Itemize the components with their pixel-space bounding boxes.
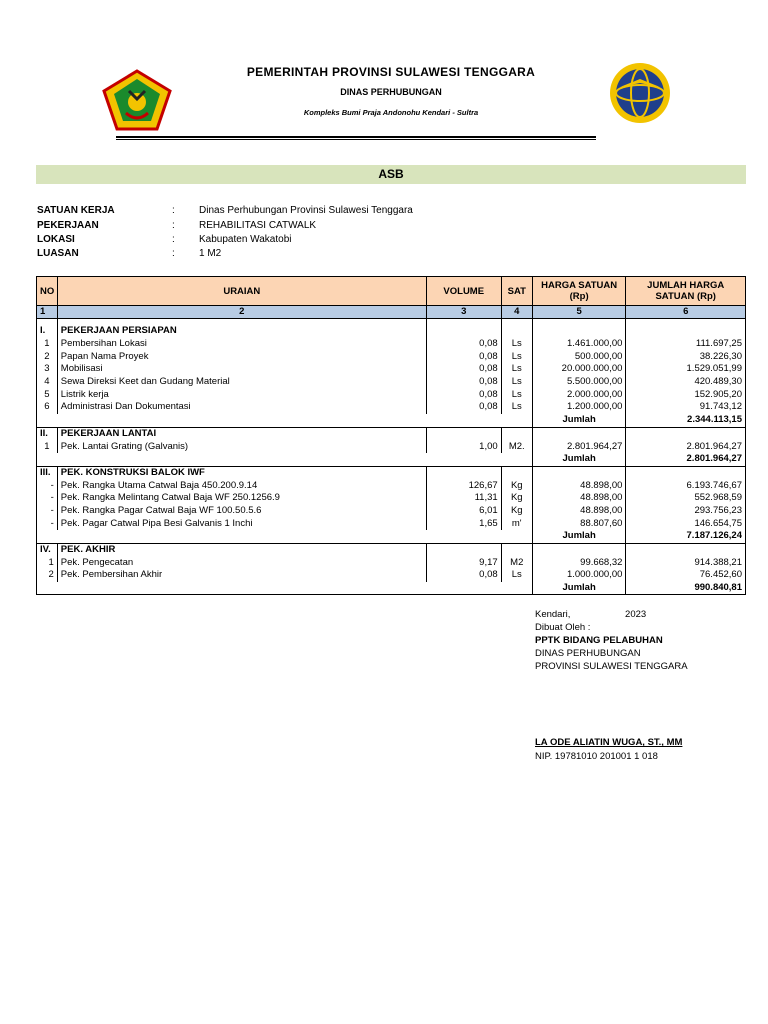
info-key: LOKASI — [37, 234, 75, 245]
letterhead-government: PEMERINTAH PROVINSI SULAWESI TENGGARA — [246, 65, 536, 79]
document-title: ASB — [36, 165, 746, 184]
item-description: Mobilisasi — [57, 363, 426, 376]
subtotal-row — [37, 582, 746, 595]
item-total: 2.801.964,27 — [626, 440, 746, 453]
item-number: - — [37, 505, 58, 518]
table-row — [37, 363, 746, 376]
item-unit-price: 88.807,60 — [532, 517, 626, 530]
item-description: Pek. Pembersihan Akhir — [57, 569, 426, 582]
col-number: 4 — [501, 306, 532, 319]
empty-cell — [501, 582, 532, 595]
subtotal-row — [37, 453, 746, 466]
item-unit-price: 20.000.000,00 — [532, 363, 626, 376]
signature-province: PROVINSI SULAWESI TENGGARA — [535, 661, 688, 672]
section-number: II. — [37, 427, 58, 440]
info-key: SATUAN KERJA — [37, 205, 115, 216]
empty-cell — [57, 582, 426, 595]
empty-cell — [426, 543, 501, 556]
item-volume: 0,08 — [426, 569, 501, 582]
subtotal-row — [37, 530, 746, 543]
letterhead-rule — [116, 136, 596, 138]
table-row — [37, 388, 746, 401]
item-number: 2 — [37, 350, 58, 363]
subtotal-value: 7.187.126,24 — [626, 530, 746, 543]
item-number: 2 — [37, 569, 58, 582]
item-volume: 126,67 — [426, 479, 501, 492]
section-row — [37, 325, 746, 338]
letterhead — [36, 55, 746, 139]
subtotal-label: Jumlah — [532, 414, 626, 427]
item-description: Administrasi Dan Dokumentasi — [57, 401, 426, 414]
subtotal-label: Jumlah — [532, 530, 626, 543]
subtotal-value: 2.801.964,27 — [626, 453, 746, 466]
item-volume: 0,08 — [426, 350, 501, 363]
item-total: 38.226,30 — [626, 350, 746, 363]
table-row — [37, 492, 746, 505]
item-unit: M2. — [501, 440, 532, 453]
item-unit: Ls — [501, 350, 532, 363]
info-value: Dinas Perhubungan Provinsi Sulawesi Tenggara — [199, 205, 413, 216]
signature-place-date — [535, 608, 688, 621]
item-number: 3 — [37, 363, 58, 376]
table-body — [37, 319, 746, 595]
col-number: 1 — [37, 306, 58, 319]
item-unit-price: 5.500.000,00 — [532, 376, 626, 389]
signature-made-by: Dibuat Oleh : — [535, 622, 591, 633]
header-no: NO — [37, 277, 58, 306]
item-unit: Ls — [501, 388, 532, 401]
item-description: Listrik kerja — [57, 388, 426, 401]
item-unit: Ls — [501, 338, 532, 351]
item-description: Pek. Rangka Melintang Catwal Baja WF 250.1256.9 — [57, 492, 426, 505]
item-description: Sewa Direksi Keet dan Gudang Material — [57, 376, 426, 389]
subtotal-value: 2.344.113,15 — [626, 414, 746, 427]
empty-cell — [501, 325, 532, 338]
item-unit-price: 48.898,00 — [532, 505, 626, 518]
item-unit-price: 48.898,00 — [532, 492, 626, 505]
section-number: III. — [37, 466, 58, 479]
item-volume: 0,08 — [426, 401, 501, 414]
letterhead-agency: DINAS PERHUBUNGAN — [340, 87, 442, 97]
item-volume: 0,08 — [426, 376, 501, 389]
signature-role: PPTK BIDANG PELABUHAN — [535, 635, 663, 646]
empty-cell — [57, 530, 426, 543]
table-row — [37, 569, 746, 582]
empty-cell — [426, 530, 501, 543]
empty-cell — [426, 582, 501, 595]
empty-cell — [501, 453, 532, 466]
table-row — [37, 556, 746, 569]
empty-cell — [501, 427, 532, 440]
empty-cell — [501, 414, 532, 427]
item-total: 146.654,75 — [626, 517, 746, 530]
item-description: Pek. Pagar Catwal Pipa Besi Galvanis 1 Inchi — [57, 517, 426, 530]
table-row — [37, 338, 746, 351]
empty-cell — [37, 530, 58, 543]
header-volume: VOLUME — [426, 277, 501, 306]
signature-block — [535, 608, 688, 762]
empty-cell — [426, 427, 501, 440]
empty-cell — [501, 530, 532, 543]
item-unit: Kg — [501, 492, 532, 505]
item-unit-price: 48.898,00 — [532, 479, 626, 492]
empty-cell — [501, 466, 532, 479]
subtotal-label: Jumlah — [532, 453, 626, 466]
item-unit: Kg — [501, 505, 532, 518]
item-unit-price: 1.000.000,00 — [532, 569, 626, 582]
item-total: 293.756,23 — [626, 505, 746, 518]
item-total: 914.388,21 — [626, 556, 746, 569]
section-row — [37, 466, 746, 479]
item-unit: Ls — [501, 363, 532, 376]
section-title: PEK. KONSTRUKSI BALOK IWF — [57, 466, 426, 479]
info-colon: : — [172, 248, 175, 259]
empty-cell — [57, 414, 426, 427]
item-total: 1.529.051,99 — [626, 363, 746, 376]
col-number: 3 — [426, 306, 501, 319]
item-unit: m' — [501, 517, 532, 530]
item-total: 111.697,25 — [626, 338, 746, 351]
info-key: PEKERJAAN — [37, 220, 99, 231]
item-unit-price: 99.668,32 — [532, 556, 626, 569]
empty-cell — [532, 543, 626, 556]
empty-cell — [57, 453, 426, 466]
item-volume: 0,08 — [426, 338, 501, 351]
signature-year: 2023 — [625, 609, 647, 620]
item-number: 1 — [37, 338, 58, 351]
signature-nip: NIP. 19781010 201001 1 018 — [535, 751, 658, 762]
subtotal-label: Jumlah — [532, 582, 626, 595]
item-volume: 0,08 — [426, 388, 501, 401]
table-row — [37, 401, 746, 414]
info-value: REHABILITASI CATWALK — [199, 220, 317, 231]
item-unit: M2 — [501, 556, 532, 569]
cost-table — [36, 276, 746, 595]
info-colon: : — [172, 205, 175, 216]
item-description: Pek. Pengecatan — [57, 556, 426, 569]
item-unit: Ls — [501, 376, 532, 389]
empty-cell — [532, 325, 626, 338]
item-unit: Kg — [501, 479, 532, 492]
empty-cell — [626, 543, 746, 556]
empty-cell — [532, 427, 626, 440]
section-title: PEK. AKHIR — [57, 543, 426, 556]
section-title: PEKERJAAN PERSIAPAN — [57, 325, 426, 338]
table-row — [37, 440, 746, 453]
col-number: 2 — [57, 306, 426, 319]
item-number: 5 — [37, 388, 58, 401]
item-description: Pek. Rangka Pagar Catwal Baja WF 100.50.5.6 — [57, 505, 426, 518]
item-total: 76.452,60 — [626, 569, 746, 582]
empty-cell — [426, 414, 501, 427]
item-number: 6 — [37, 401, 58, 414]
item-volume: 9,17 — [426, 556, 501, 569]
empty-cell — [37, 582, 58, 595]
header-sat: SAT — [501, 277, 532, 306]
item-total: 6.193.746,67 — [626, 479, 746, 492]
item-unit-price: 2.801.964,27 — [532, 440, 626, 453]
item-number: - — [37, 479, 58, 492]
col-number: 6 — [626, 306, 746, 319]
header-harga-satuan: HARGA SATUAN (Rp) — [532, 277, 626, 306]
subtotal-value: 990.840,81 — [626, 582, 746, 595]
item-volume: 6,01 — [426, 505, 501, 518]
item-unit-price: 1.461.000,00 — [532, 338, 626, 351]
item-description: Pek. Rangka Utama Catwal Baja 450.200.9.14 — [57, 479, 426, 492]
letterhead-rule-thin — [116, 139, 596, 140]
signature-office: DINAS PERHUBUNGAN — [535, 648, 641, 659]
section-number: I. — [37, 325, 58, 338]
info-value: 1 M2 — [199, 248, 222, 259]
table-row — [37, 479, 746, 492]
item-volume: 11,31 — [426, 492, 501, 505]
item-unit-price: 1.200.000,00 — [532, 401, 626, 414]
empty-cell — [426, 325, 501, 338]
item-volume: 0,08 — [426, 363, 501, 376]
column-number-row — [37, 306, 746, 319]
item-total: 91.743,12 — [626, 401, 746, 414]
item-number: 4 — [37, 376, 58, 389]
empty-cell — [501, 543, 532, 556]
section-number: IV. — [37, 543, 58, 556]
header-jumlah-harga: JUMLAH HARGA SATUAN (Rp) — [626, 277, 746, 306]
item-unit-price: 2.000.000,00 — [532, 388, 626, 401]
section-row — [37, 427, 746, 440]
letterhead-address: Kompleks Bumi Praja Andonohu Kendari - Sultra — [303, 108, 479, 117]
item-description: Papan Nama Proyek — [57, 350, 426, 363]
info-colon: : — [172, 234, 175, 245]
empty-cell — [37, 453, 58, 466]
item-total: 552.968,59 — [626, 492, 746, 505]
signature-place: Kendari, — [535, 609, 571, 620]
empty-cell — [426, 466, 501, 479]
info-value: Kabupaten Wakatobi — [199, 234, 292, 245]
item-description: Pek. Lantai Grating (Galvanis) — [57, 440, 426, 453]
item-unit: Ls — [501, 569, 532, 582]
subtotal-row — [37, 414, 746, 427]
table-row — [37, 505, 746, 518]
col-number: 5 — [532, 306, 626, 319]
empty-cell — [426, 453, 501, 466]
item-volume: 1,00 — [426, 440, 501, 453]
item-volume: 1,65 — [426, 517, 501, 530]
empty-cell — [626, 325, 746, 338]
section-row — [37, 543, 746, 556]
item-number: 1 — [37, 556, 58, 569]
section-title: PEKERJAAN LANTAI — [57, 427, 426, 440]
table-row — [37, 376, 746, 389]
table-row — [37, 350, 746, 363]
empty-cell — [626, 427, 746, 440]
item-number: - — [37, 517, 58, 530]
item-unit-price: 500.000,00 — [532, 350, 626, 363]
item-number: 1 — [37, 440, 58, 453]
item-number: - — [37, 492, 58, 505]
info-key: LUASAN — [37, 248, 79, 259]
table-header-row — [37, 277, 746, 306]
header-uraian: URAIAN — [57, 277, 426, 306]
empty-cell — [626, 466, 746, 479]
item-description: Pembersihan Lokasi — [57, 338, 426, 351]
item-unit: Ls — [501, 401, 532, 414]
empty-cell — [37, 414, 58, 427]
table-row — [37, 517, 746, 530]
empty-cell — [532, 466, 626, 479]
item-total: 152.905,20 — [626, 388, 746, 401]
item-total: 420.489,30 — [626, 376, 746, 389]
signature-name: LA ODE ALIATIN WUGA, ST., MM — [535, 737, 683, 748]
info-colon: : — [172, 220, 175, 231]
